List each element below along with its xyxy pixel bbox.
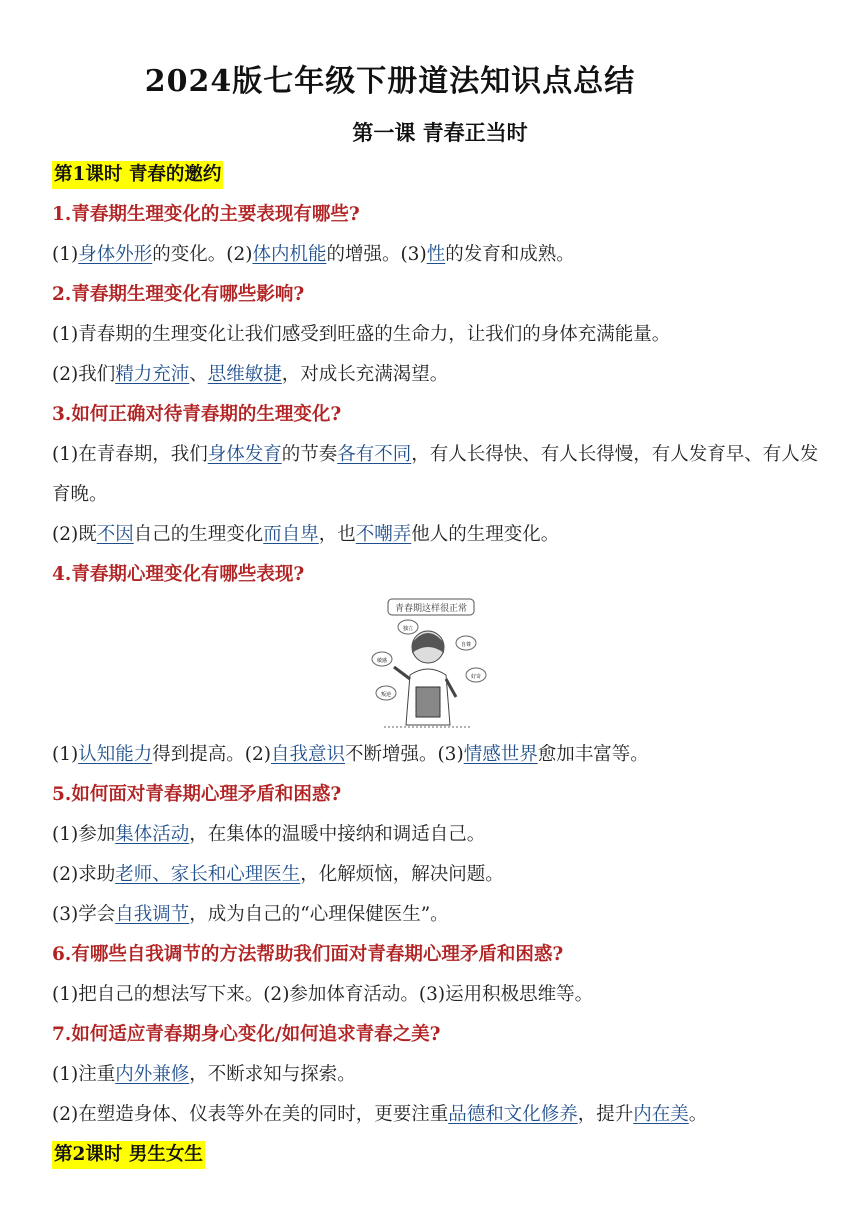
key-term: 性 xyxy=(426,244,446,265)
bubble-label: 好奇 xyxy=(470,674,482,680)
key-term: 认知能力 xyxy=(78,744,153,765)
answer-7-1: (1)注重内外兼修，不断求知与探索。 xyxy=(52,1064,356,1085)
girl-illustration-icon xyxy=(364,597,492,733)
key-term: 自我意识 xyxy=(270,744,345,765)
question-6: 6.有哪些自我调节的方法帮助我们面对青春期心理矛盾和困惑? xyxy=(52,944,564,965)
answer-1: (1)身体外形的变化。(2)体内机能的增强。(3)性的发育和成熟。 xyxy=(52,244,575,265)
section-heading-lesson-1: 第1课时 青春的邀约 xyxy=(52,161,223,189)
key-term: 内在美 xyxy=(633,1104,689,1125)
illustration-adolescence xyxy=(52,595,822,735)
figure-caption: 青春期这样很正常 xyxy=(394,604,468,614)
key-term: 而自卑 xyxy=(263,524,319,545)
question-7: 7.如何适应青春期身心变化/如何追求青春之美? xyxy=(52,1024,441,1045)
question-4: 4.青春期心理变化有哪些表现? xyxy=(52,564,305,585)
key-term: 品德和文化修养 xyxy=(448,1104,578,1125)
key-term: 内外兼修 xyxy=(115,1064,190,1085)
key-term: 不嘲弄 xyxy=(355,524,412,545)
key-term: 老师、家长和心理医生 xyxy=(115,864,301,885)
content-block-1 xyxy=(52,155,822,1175)
key-term: 身体外形 xyxy=(78,244,153,265)
key-term: 自我调节 xyxy=(115,904,190,925)
answer-5-3: (3)学会自我调节，成为自己的“心理保健医生”。 xyxy=(52,904,449,925)
bubble-label: 独立 xyxy=(402,626,414,632)
section-heading-lesson-2: 第2课时 男生女生 xyxy=(52,1141,205,1169)
answer-2-2: (2)我们精力充沛、思维敏捷，对成长充满渴望。 xyxy=(52,364,449,385)
question-2: 2.青春期生理变化有哪些影响? xyxy=(52,284,305,305)
bubble-label: 自尊 xyxy=(460,642,472,648)
answer-3-2: (2)既不因自己的生理变化而自卑，也不嘲弄他人的生理变化。 xyxy=(52,524,560,545)
bubble-label: 叛逆 xyxy=(380,692,392,698)
key-term: 各有不同 xyxy=(337,444,412,465)
key-term: 不因 xyxy=(96,524,134,545)
document-title: 2024版七年级下册道法知识点总结 xyxy=(144,64,636,99)
lesson-title: 第一课 青春正当时 xyxy=(352,120,528,145)
answer-3-1: (1)在青春期，我们身体发育的节奏各有不同，有人长得快、有人长得慢，有人发育早、有人发育晚。 xyxy=(52,444,819,505)
key-term: 集体活动 xyxy=(115,824,190,845)
answer-2-1: (1)青春期的生理变化让我们感受到旺盛的生命力，让我们的身体充满能量。 xyxy=(52,324,671,345)
question-5: 5.如何面对青春期心理矛盾和困惑? xyxy=(52,784,342,805)
key-term: 精力充沛 xyxy=(115,364,190,385)
key-term: 情感世界 xyxy=(463,744,538,765)
answer-4: (1)认知能力得到提高。(2)自我意识不断增强。(3)情感世界愈加丰富等。 xyxy=(52,744,649,765)
answer-5-1: (1)参加集体活动，在集体的温暖中接纳和调适自己。 xyxy=(52,824,486,845)
question-1: 1.青春期生理变化的主要表现有哪些? xyxy=(52,204,360,225)
answer-5-2: (2)求助老师、家长和心理医生，化解烦恼，解决问题。 xyxy=(52,864,504,885)
question-3: 3.如何正确对待青春期的生理变化? xyxy=(52,404,342,425)
bubble-label: 敏感 xyxy=(376,658,388,664)
answer-6: (1)把自己的想法写下来。(2)参加体育活动。(3)运用积极思维等。 xyxy=(52,984,594,1005)
answer-7-2: (2)在塑造身体、仪表等外在美的同时，更要注重品德和文化修养，提升内在美。 xyxy=(52,1104,708,1125)
key-term: 思维敏捷 xyxy=(207,364,282,385)
key-term: 体内机能 xyxy=(252,244,327,265)
key-term: 身体发育 xyxy=(207,444,282,465)
